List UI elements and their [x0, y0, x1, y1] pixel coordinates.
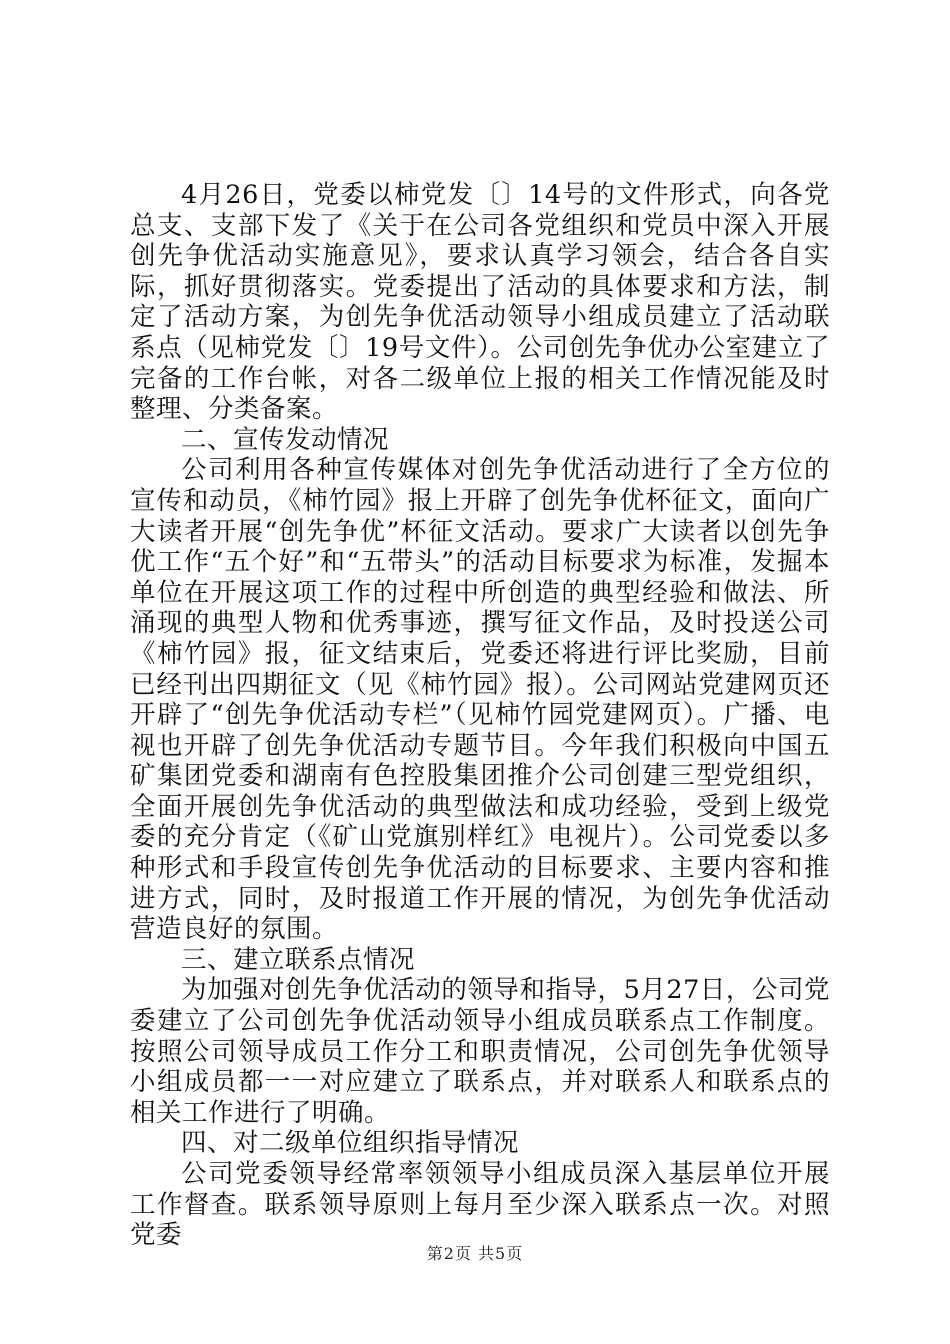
- section-heading-contact-points: 三、建立联系点情况: [181, 944, 416, 975]
- paragraph-guidance: 公司党委领导经常率领领导小组成员深入基层单位开展工作督查。联系领导原则上每月至少深入联系点一次。对照党委: [130, 1159, 830, 1251]
- paragraph-contact-points: 为加强对创先争优活动的领导和指导，5月27日，公司党委建立了公司创先争优活动领导小组成员联系点工作制度。按照公司领导成员工作分工和职责情况，公司创先争优领导小组成员都一一对应建立了联系点，并对联系人和联系点的相关工作进行了明确。: [130, 975, 830, 1128]
- document-body: [130, 180, 830, 1251]
- paragraph-publicity: 公司利用各种宣传媒体对创先争优活动进行了全方位的宣传和动员，《柿竹园》报上开辟了创先争优杯征文，面向广大读者开展“创先争优”杯征文活动。要求广大读者以创先争优工作“五个好”和“五带头”的活动目标要求为标准，发掘本单位在开展这项工作的过程中所创造的典型经验和做法、所涌现的典型人物和优秀事迹，撰写征文作品，及时投送公司《柿竹园》报，征文结束后，党委还将进行评比奖励，目前已经刊出四期征文（见《柿竹园》报）。公司网站党建网页还开辟了“创先争优活动专栏”（见柿竹园党建网页）。广播、电视也开辟了创先争优活动专题节目。今年我们积极向中国五矿集团党委和湖南有色控股集团推介公司创建三型党组织，全面开展创先争优活动的典型做法和成功经验，受到上级党委的充分肯定（《矿山党旗别样红》电视片）。公司党委以多种形式和手段宣传创先争优活动的目标要求、主要内容和推进方式，同时，及时报道工作开展的情况，为创先争优活动营造良好的氛围。: [130, 455, 830, 945]
- page-number-footer: 第2页 共5页: [426, 1244, 524, 1263]
- section-heading-guidance: 四、对二级单位组织指导情况: [181, 1128, 520, 1159]
- paragraph-intro: 4月26日，党委以柿党发〔〕14号的文件形式，向各党总支、支部下发了《关于在公司各党组织和党员中深入开展创先争优活动实施意见》，要求认真学习领会，结合各自实际，抓好贯彻落实。党委提出了活动的具体要求和方法，制定了活动方案，为创先争优活动领导小组成员建立了活动联系点（见柿党发〔〕19号文件）。公司创先争优办公室建立了完备的工作台帐，对各二级单位上报的相关工作情况能及时整理、分类备案。: [130, 180, 830, 425]
- section-heading-publicity: 二、宣传发动情况: [181, 424, 390, 455]
